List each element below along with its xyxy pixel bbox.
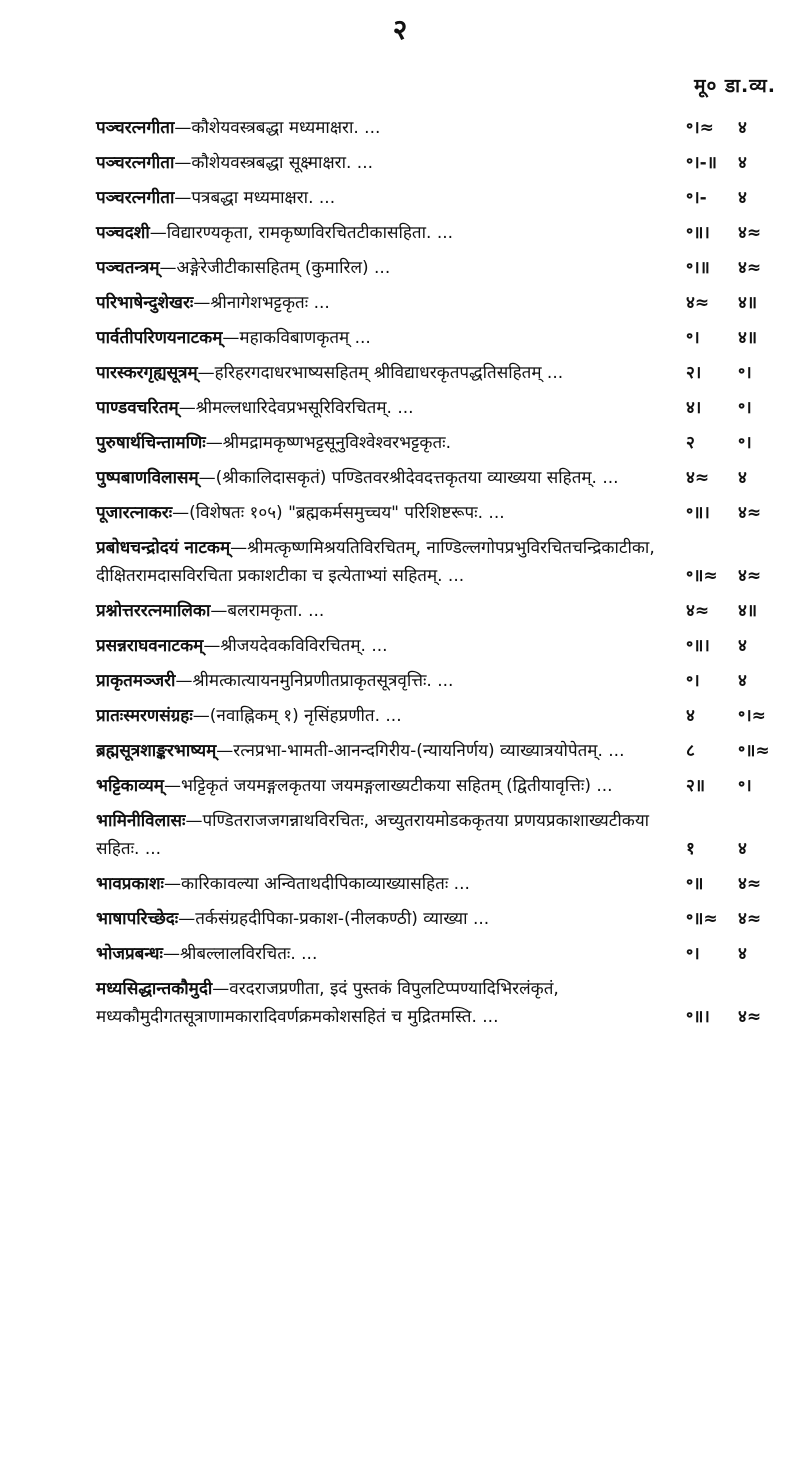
catalog-entry xyxy=(96,534,776,590)
entry-text xyxy=(96,667,686,695)
entry-price: ॰॥ xyxy=(686,874,704,894)
entry-spacer xyxy=(96,898,776,905)
entry-description: —पण्डितराजजगन्नाथविरचितः, अच्युतरायमोडककृतया प्रणयप्रकाशाख्यटीकया सहितः. ... xyxy=(96,811,650,859)
catalog-entry xyxy=(96,807,776,863)
entry-text xyxy=(96,359,686,387)
entry-title: भोजप्रबन्धः xyxy=(96,944,163,964)
entry-spacer xyxy=(96,282,776,289)
entry-price: २॥ xyxy=(686,776,706,796)
catalog-entry xyxy=(96,940,776,968)
entry-description: —तर्कसंग्रहदीपिका-प्रकाश-(नीलकण्ठी) व्याख्या ... xyxy=(178,909,490,929)
entry-description: —श्रीजयदेवकविविरचितम्. ... xyxy=(203,636,388,656)
catalog-entry xyxy=(96,975,776,1031)
entry-postage: ४ xyxy=(738,839,747,859)
entry-text xyxy=(96,702,686,730)
entry-spacer xyxy=(96,800,776,807)
entry-price: २। xyxy=(686,363,702,383)
entry-spacer xyxy=(96,317,776,324)
entry-postage: ४≈ xyxy=(738,874,762,894)
entry-postage: ॰॥≈ xyxy=(738,741,770,761)
entry-spacer xyxy=(96,863,776,870)
entry-postage: ॰।≈ xyxy=(738,706,766,726)
entry-text xyxy=(96,499,686,527)
entry-spacer xyxy=(96,492,776,499)
entry-text xyxy=(96,975,686,1031)
entry-postage: ४≈ xyxy=(738,258,762,278)
catalog-entry xyxy=(96,667,776,695)
entry-spacer xyxy=(96,247,776,254)
entry-description: —श्रीमत्कृष्णमिश्रयतिविरचितम्, नाण्डिल्लगोपप्रभुविरचितचन्द्रिकाटीका, दीक्षितरामदासविरचिता प्रकाशटीका च इत्येताभ्यां सहितम्. ... xyxy=(96,538,655,586)
entry-description: —कारिकावल्या अन्विताथदीपिकाव्याख्यासहितः ... xyxy=(163,874,470,894)
entry-title: पूजारत्नाकरः xyxy=(96,503,173,523)
entry-postage: ४॥ xyxy=(738,293,758,313)
entry-postage: ४ xyxy=(738,468,747,488)
entry-title: प्रसन्नराघवनाटकम् xyxy=(96,636,204,656)
entry-price: २ xyxy=(686,433,695,453)
entry-spacer xyxy=(96,142,776,149)
entry-title: पुष्पबाणविलासम् xyxy=(96,468,199,488)
entry-text xyxy=(96,597,686,625)
entry-price: ४≈ xyxy=(686,468,710,488)
entry-spacer xyxy=(96,695,776,702)
catalog-entry xyxy=(96,184,776,212)
entry-postage: ॰। xyxy=(738,433,752,453)
catalog-entry xyxy=(96,870,776,898)
entry-price: ॰।≈ xyxy=(686,118,714,138)
catalog-entry xyxy=(96,149,776,177)
entry-description: —श्रीमद्रामकृष्णभट्टसूनुविश्वेश्वरभट्टकृतः. xyxy=(205,433,451,453)
entry-title: प्रबोधचन्द्रोदयं नाटकम् xyxy=(96,538,231,558)
entry-text xyxy=(96,534,686,590)
entry-spacer xyxy=(96,177,776,184)
entry-price: ४ xyxy=(686,706,695,726)
entry-title: भट्टिकाव्यम् xyxy=(96,776,164,796)
entry-title: पञ्चरत्नगीता xyxy=(96,188,175,208)
catalog-entry xyxy=(96,499,776,527)
entry-description: —पत्रबद्धा मध्यमाक्षरा. ... xyxy=(174,188,336,208)
entry-text xyxy=(96,324,686,352)
entry-title: पञ्चरत्नगीता xyxy=(96,153,175,173)
entry-title: परिभाषेन्दुशेखरः xyxy=(96,293,194,313)
entry-text xyxy=(96,114,686,142)
entry-text xyxy=(96,807,686,863)
entry-title: पञ्चतन्त्रम् xyxy=(96,258,160,278)
entry-price: ॰।॥ xyxy=(686,258,710,278)
entry-text xyxy=(96,737,686,765)
catalog-entry xyxy=(96,702,776,730)
entry-text xyxy=(96,940,686,968)
entry-price: ॰॥। xyxy=(686,223,710,243)
entry-price: ॰॥। xyxy=(686,503,710,523)
entry-description: —श्रीमत्कात्यायनमुनिप्रणीतप्राकृतसूत्रवृत्तिः. ... xyxy=(175,671,454,691)
entry-postage: ४॥ xyxy=(738,601,758,621)
entry-title: पञ्चरत्नगीता xyxy=(96,118,175,138)
page-number: २ xyxy=(392,13,408,46)
entry-text xyxy=(96,905,686,933)
entry-description: —श्रीनागेशभट्टकृतः ... xyxy=(193,293,330,313)
entry-spacer xyxy=(96,352,776,359)
entry-price: ॰।-॥ xyxy=(686,153,717,173)
entry-description: —वरदराजप्रणीता, इदं पुस्तकं विपुलटिप्पण्यादिभिरलंकृतं, मध्यकौमुदीगतसूत्राणामकारादिवर्णक्रमकोशसहितं च मुद्रितमस्ति. ... xyxy=(96,979,559,1027)
entry-postage: ४ xyxy=(738,636,747,656)
catalog-entry xyxy=(96,254,776,282)
entry-price: ८ xyxy=(686,741,695,761)
entry-title: पञ्चदशी xyxy=(96,223,150,243)
catalog-entry xyxy=(96,737,776,765)
entry-price: ॰॥। xyxy=(686,1007,710,1027)
entry-description: —महाकविबाणकृतम् ... xyxy=(222,328,371,348)
entry-text xyxy=(96,219,686,247)
entry-spacer xyxy=(96,1031,776,1038)
entry-description: —हरिहरगदाधरभाष्यसहितम् श्रीविद्याधरकृतपद्धतिसहितम् ... xyxy=(197,363,564,383)
entry-postage: ४॥ xyxy=(738,328,758,348)
catalog-entry xyxy=(96,429,776,457)
entry-text xyxy=(96,394,686,422)
entry-title: पारस्करगृह्यसूत्रम् xyxy=(96,363,198,383)
entry-description: —बलरामकृता. ... xyxy=(210,601,325,621)
entry-price: १ xyxy=(686,839,695,859)
entry-description: —(विशेषतः १०५) "ब्रह्मकर्मसमुच्चय" परिशिष्टरूपः. ... xyxy=(172,503,505,523)
entry-description: —(श्रीकालिदासकृतं) पण्डितवरश्रीदेवदत्तकृतया व्याख्यया सहितम्. ... xyxy=(198,468,619,488)
entry-postage: ॰। xyxy=(738,363,752,383)
entry-title: भावप्रकाशः xyxy=(96,874,164,894)
entry-postage: ॰। xyxy=(738,776,752,796)
catalog-entry xyxy=(96,597,776,625)
catalog-entry xyxy=(96,324,776,352)
entry-postage: ४ xyxy=(738,118,747,138)
entry-spacer xyxy=(96,527,776,534)
entry-spacer xyxy=(96,730,776,737)
entry-price: ४≈ xyxy=(686,293,710,313)
entry-postage: ॰। xyxy=(738,398,752,418)
entry-price: ॰॥। xyxy=(686,636,710,656)
catalog-entry xyxy=(96,632,776,660)
entry-price: ॰। xyxy=(686,944,700,964)
entry-price: ॰॥≈ xyxy=(686,909,718,929)
entry-description: —कौशेयवस्त्रबद्धा मध्यमाक्षरा. ... xyxy=(174,118,381,138)
column-header: मू० डा.व्य. xyxy=(694,75,776,97)
entry-title: पाण्डवचरितम् xyxy=(96,398,179,418)
entry-postage: ४≈ xyxy=(738,566,762,586)
entry-description: —श्रीबल्लालविरचितः. ... xyxy=(162,944,318,964)
entry-title: भाषापरिच्छेदः xyxy=(96,909,179,929)
entry-title: पार्वतीपरिणयनाटकम् xyxy=(96,328,223,348)
entry-text xyxy=(96,632,686,660)
entry-text xyxy=(96,464,686,492)
entry-price: ४≈ xyxy=(686,601,710,621)
entry-postage: ४ xyxy=(738,671,747,691)
entry-spacer xyxy=(96,387,776,394)
entry-description: —रत्नप्रभा-भामती-आनन्दगिरीय-(न्यायनिर्णय) व्याख्यात्रयोपेतम्. ... xyxy=(216,741,625,761)
entry-text xyxy=(96,772,686,800)
entry-description: —भट्टिकृतं जयमङ्गलकृतया जयमङ्गलाख्यटीकया सहितम् (द्वितीयावृत्तिः) ... xyxy=(163,776,613,796)
entry-text xyxy=(96,870,686,898)
entry-spacer xyxy=(96,765,776,772)
entry-postage: ४≈ xyxy=(738,223,762,243)
catalog-entry xyxy=(96,394,776,422)
entry-spacer xyxy=(96,968,776,975)
entry-postage: ४ xyxy=(738,188,747,208)
entry-title: भामिनीविलासः xyxy=(96,811,186,831)
entry-text xyxy=(96,149,686,177)
entry-text xyxy=(96,289,686,317)
catalog-entry xyxy=(96,772,776,800)
entry-title: मध्यसिद्धान्तकौमुदी xyxy=(96,979,213,999)
entry-spacer xyxy=(96,933,776,940)
entry-spacer xyxy=(96,660,776,667)
catalog-entry xyxy=(96,114,776,142)
catalog-entry xyxy=(96,289,776,317)
entry-description: —कौशेयवस्त्रबद्धा सूक्ष्माक्षरा. ... xyxy=(174,153,374,173)
entry-spacer xyxy=(96,422,776,429)
entry-price: ४। xyxy=(686,398,702,418)
entry-postage: ४ xyxy=(738,153,747,173)
catalog-entry xyxy=(96,359,776,387)
entry-text xyxy=(96,429,686,457)
entry-price: ॰।- xyxy=(686,188,707,208)
catalog-list xyxy=(96,114,776,1038)
entry-title: ब्रह्मसूत्रशाङ्करभाष्यम् xyxy=(96,741,217,761)
entry-spacer xyxy=(96,212,776,219)
entry-price: ॰॥≈ xyxy=(686,566,718,586)
entry-spacer xyxy=(96,625,776,632)
catalog-entry xyxy=(96,219,776,247)
entry-price: ॰। xyxy=(686,328,700,348)
entry-postage: ४≈ xyxy=(738,1007,762,1027)
entry-description: —(नवाह्निकम् १) नृसिंहप्रणीत. ... xyxy=(192,706,402,726)
entry-spacer xyxy=(96,457,776,464)
entry-postage: ४≈ xyxy=(738,503,762,523)
entry-title: प्राकृतमञ्जरी xyxy=(96,671,176,691)
entry-title: पुरुषार्थचिन्तामणिः xyxy=(96,433,206,453)
entry-title: प्रातःस्मरणसंग्रहः xyxy=(96,706,193,726)
entry-text xyxy=(96,184,686,212)
entry-description: —अङ्गेरेजीटीकासहितम् (कुमारिल) ... xyxy=(159,258,391,278)
entry-postage: ४ xyxy=(738,944,747,964)
entry-description: —श्रीमल्लधारिदेवप्रभसूरिविरचितम्. ... xyxy=(178,398,414,418)
entry-description: —विद्यारण्यकृता, रामकृष्णविरचितटीकासहिता. ... xyxy=(149,223,454,243)
entry-text xyxy=(96,254,686,282)
entry-price: ॰। xyxy=(686,671,700,691)
entry-postage: ४≈ xyxy=(738,909,762,929)
entry-spacer xyxy=(96,590,776,597)
catalog-entry xyxy=(96,464,776,492)
entry-title: प्रश्नोत्तररत्नमालिका xyxy=(96,601,211,621)
catalog-entry xyxy=(96,905,776,933)
